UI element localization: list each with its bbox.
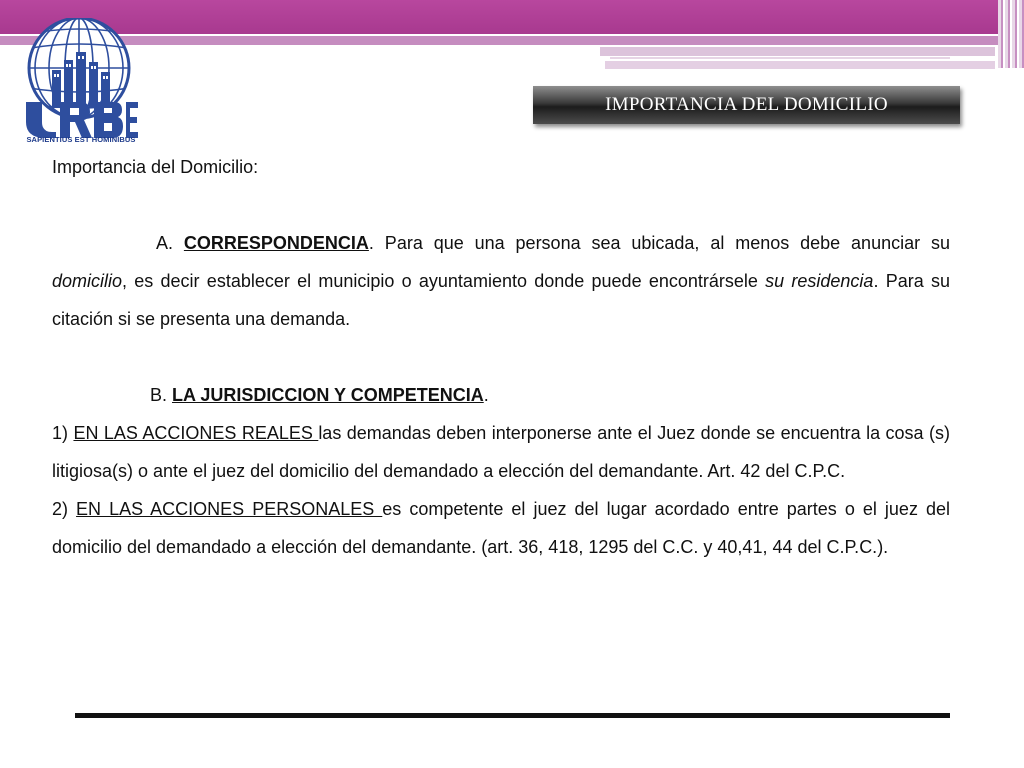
section-b-prefix: B.	[150, 385, 173, 405]
top-thin-bar	[0, 36, 1000, 45]
item-2-paragraph	[52, 490, 950, 566]
bottom-divider	[75, 713, 950, 718]
top-pale-bar-lower	[605, 61, 995, 69]
urbe-logo	[22, 18, 140, 148]
section-a-text-1: . Para que una persona sea ubicada, al menos debe anunciar su	[368, 233, 950, 253]
top-right-stripes	[998, 0, 1024, 68]
section-a-term: CORRESPONDENCIA	[183, 233, 369, 253]
item-1-paragraph	[52, 414, 950, 490]
section-b-term: LA JURISDICCION Y COMPETENCIA	[172, 385, 484, 405]
spacer	[52, 338, 950, 376]
item-2-term: EN LAS ACCIONES PERSONALES	[76, 499, 383, 519]
top-pale-line	[610, 57, 950, 59]
item-1-term: EN LAS ACCIONES REALES	[73, 423, 319, 443]
item-2-text: es competente el juez del lugar acordado entre partes o el juez del domicilio del demandado a elección del demandante. (art. 36, 418, 1295 del C.C. y 40,41, 44 del C.P.C.).	[52, 499, 950, 557]
slide-body	[52, 148, 950, 566]
globe-logo-icon	[22, 18, 140, 148]
section-a-italic-2: su residencia	[765, 271, 874, 291]
item-1-prefix: 1)	[52, 423, 74, 443]
top-pale-bar	[600, 47, 995, 56]
section-a-text-2: , es decir establecer el municipio o ayuntamiento donde puede encontrársele	[122, 271, 766, 291]
section-b-suffix: .	[483, 385, 489, 405]
spacer	[52, 186, 950, 224]
section-a-prefix: A.	[156, 233, 184, 253]
section-a-paragraph	[52, 224, 950, 338]
item-2-prefix: 2)	[52, 499, 77, 519]
section-b-heading	[52, 376, 950, 414]
body-heading: Importancia del Domicilio:	[52, 157, 259, 177]
slide-title: IMPORTANCIA DEL DOMICILIO	[605, 94, 888, 115]
section-a-italic-1: domicilio	[52, 271, 123, 291]
top-accent-bar	[0, 0, 1000, 34]
slide-title-box	[533, 86, 960, 124]
item-1-text: las demandas deben interponerse ante el Juez donde se encuentra la cosa (s) litigiosa(s) o ante el juez del domicilio del demandado a elección del demandante. Art. 42 del C.P.C.	[52, 423, 951, 481]
logo-motto: SAPIENTIUS EST HOMINIBUS	[26, 135, 136, 144]
section-a-text-3: . Para su citación si se presenta una demanda.	[52, 271, 950, 329]
